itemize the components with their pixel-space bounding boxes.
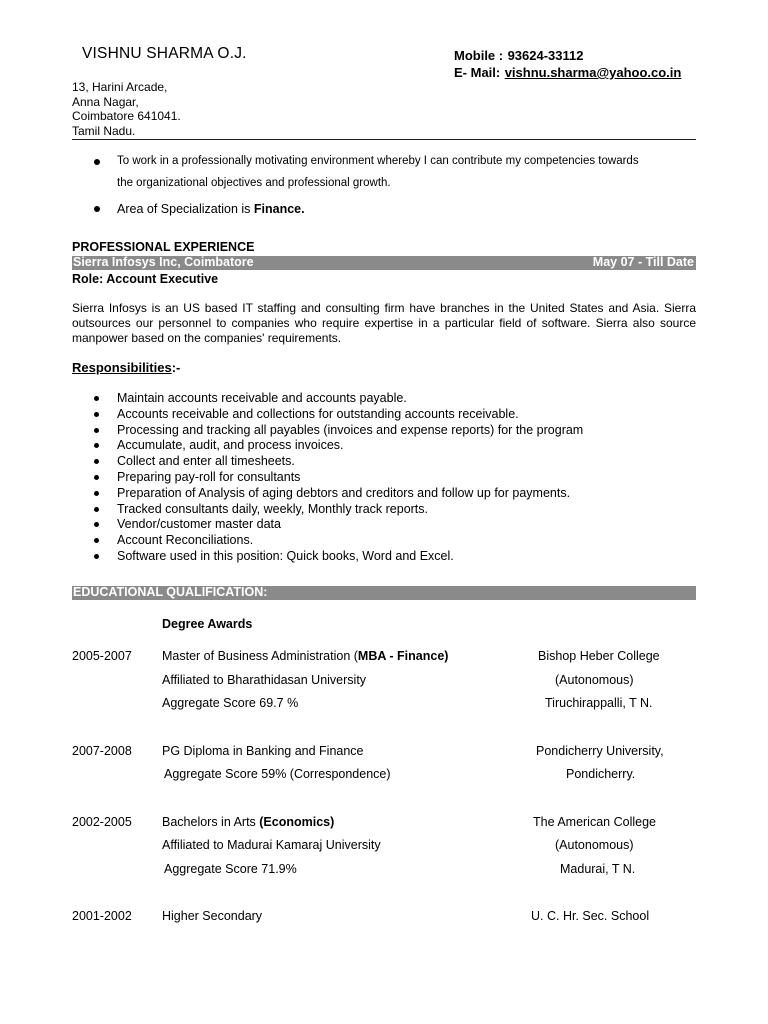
address-line-3: Coimbatore 641041. (72, 109, 181, 123)
list-item-text: Processing and tracking all payables (invoices and expense reports) for the program (117, 422, 584, 437)
bullet-icon (94, 554, 99, 559)
list-item (94, 470, 583, 486)
address-line-1: 13, Harini Arcade, (72, 80, 168, 94)
mobile-line (454, 47, 583, 65)
specialization-value: Finance. (253, 202, 305, 216)
address-line-4: Tamil Nadu. (72, 123, 136, 138)
specialization-prefix: Area of Specialization is (117, 202, 254, 216)
education-affiliation: Affiliated to Madurai Kamaraj University (162, 838, 381, 852)
education-years: 2001-2002 (72, 909, 132, 923)
objective-line-1: To work in a professionally motivating environment whereby I can contribute my competencies towards (117, 155, 639, 167)
degree-emphasis: (Economics) (259, 815, 335, 829)
mobile-label: Mobile : (454, 48, 504, 63)
email-label: E- Mail: (454, 65, 501, 80)
bullet-icon (94, 206, 100, 212)
education-section-title: EDUCATIONAL QUALIFICATION: (73, 585, 268, 599)
education-degree (162, 649, 448, 663)
degree-text: Bachelors in Arts (162, 815, 260, 829)
list-item (94, 517, 583, 533)
bullet-icon (94, 412, 99, 417)
bullet-icon (94, 443, 99, 448)
employment-period: May 07 - Till Date (592, 255, 694, 269)
responsibilities-suffix: :- (171, 360, 181, 375)
list-item (94, 407, 583, 423)
bullet-icon (94, 396, 99, 401)
responsibilities-title: Responsibilities (72, 360, 172, 375)
institution-location: Tiruchirappalli, T N. (545, 696, 653, 710)
education-score: Aggregate Score 69.7 % (162, 696, 299, 710)
list-item-text: Tracked consultants daily, weekly, Monthly track reports. (117, 501, 428, 516)
bullet-icon (94, 522, 99, 527)
list-item-text: Software used in this position: Quick books, Word and Excel. (117, 548, 454, 563)
list-item (94, 502, 583, 518)
header-divider (72, 139, 696, 140)
education-bar (72, 586, 696, 600)
list-item-text: Collect and enter all timesheets. (117, 454, 295, 469)
institution-status: (Autonomous) (555, 838, 634, 852)
institution-location: Pondicherry. (566, 767, 636, 781)
list-item-text: Preparation of Analysis of aging debtors and creditors and follow up for payments. (117, 485, 571, 500)
institution-name: U. C. Hr. Sec. School (531, 909, 650, 923)
bullet-icon (94, 538, 99, 543)
degree-text: Master of Business Administration ( (162, 649, 358, 663)
bullet-icon (94, 507, 99, 512)
specialization-line (117, 202, 305, 216)
institution-name: Pondicherry University, (536, 744, 664, 758)
responsibilities-list (94, 391, 583, 565)
bullet-icon (94, 159, 100, 165)
bullet-icon (94, 459, 99, 464)
education-years: 2005-2007 (72, 649, 132, 663)
list-item (94, 454, 583, 470)
education-score: Aggregate Score 59% (Correspondence) (164, 767, 391, 781)
bullet-icon (94, 428, 99, 433)
institution-name: Bishop Heber College (538, 649, 660, 663)
institution-status: (Autonomous) (555, 673, 634, 687)
list-item (94, 438, 583, 454)
education-degree: PG Diploma in Banking and Finance (162, 744, 364, 758)
list-item (94, 549, 583, 565)
list-item (94, 391, 583, 407)
email-link[interactable]: vishnu.sharma@yahoo.co.in (504, 65, 682, 80)
institution-name: The American College (533, 815, 656, 829)
education-degree: Higher Secondary (162, 909, 263, 923)
company-bar (72, 256, 696, 270)
company-name: Sierra Infosys Inc, Coimbatore (73, 255, 254, 269)
education-years: 2002-2005 (72, 815, 132, 829)
list-item-text: Account Reconciliations. (117, 533, 254, 548)
address-line-2: Anna Nagar, (72, 94, 139, 109)
experience-section-title: PROFESSIONAL EXPERIENCE (72, 240, 255, 254)
mobile-value: 93624-33112 (507, 48, 584, 63)
degree-awards-header: Degree Awards (162, 617, 253, 631)
education-degree (162, 815, 334, 829)
education-years: 2007-2008 (72, 744, 132, 758)
candidate-name: VISHNU SHARMA O.J. (82, 45, 247, 62)
list-item-text: Maintain accounts receivable and accounts payable. (117, 391, 407, 405)
email-line (454, 64, 681, 82)
education-score: Aggregate Score 71.9% (164, 862, 297, 876)
degree-emphasis: MBA - Finance) (357, 649, 449, 663)
list-item (94, 423, 583, 439)
bullet-icon (94, 491, 99, 496)
list-item-text: Accumulate, audit, and process invoices. (117, 438, 344, 453)
list-item-text: Vendor/customer master data (117, 517, 281, 532)
list-item (94, 533, 583, 549)
list-item-text: Preparing pay-roll for consultants (117, 469, 301, 484)
list-item (94, 486, 583, 502)
responsibilities-heading (72, 359, 180, 377)
company-description: Sierra Infosys is an US based IT staffing and consulting firm have branches in the United States and Asia. Sierra outsources our personnel to companies who require expertise in a particular field of software. Sierra also source manpower based on the companies' requirements. (72, 301, 696, 345)
role-title: Role: Account Executive (72, 272, 219, 286)
list-item-text: Accounts receivable and collections for outstanding accounts receivable. (117, 406, 519, 421)
bullet-icon (94, 475, 99, 480)
education-affiliation: Affiliated to Bharathidasan University (162, 673, 367, 687)
objective-line-2: the organizational objectives and professional growth. (117, 177, 391, 189)
institution-location: Madurai, T N. (560, 862, 636, 876)
